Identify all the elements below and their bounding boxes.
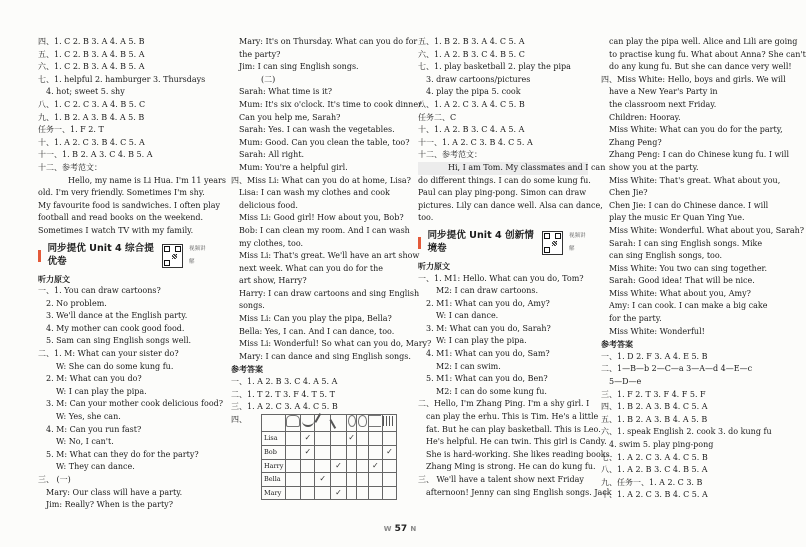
essay-line: football and read books on the weekend.: [38, 213, 204, 223]
check-icon: ✓: [304, 433, 312, 443]
table-row: [262, 459, 397, 473]
table-cell: [357, 486, 368, 500]
check-icon: ✓: [319, 474, 327, 484]
page-number: 57: [394, 524, 408, 534]
answer-line: 六、1. speak English 2. cook 3. do kung fu: [601, 427, 772, 437]
script-line: 5. M1: What can you do, Ben?: [426, 374, 548, 384]
script-line: W: I can play the pipa.: [56, 386, 147, 396]
script-line: 4. M1: What can you do, Sam?: [426, 349, 550, 359]
answer-line: 任务二、C: [418, 112, 457, 122]
answer-line: 五、1. B 2. B 3. A 4. C 5. A: [418, 37, 525, 46]
listening-block: [418, 273, 613, 500]
table-cell: [368, 459, 382, 473]
check-icon: ✓: [386, 447, 393, 456]
check-icon: ✓: [335, 460, 342, 470]
heading-bar-icon: [38, 250, 41, 262]
student-name: Bella: [262, 473, 286, 487]
script-line: Miss White: What about you, Amy?: [609, 288, 751, 298]
script-line: Sarah: All right.: [239, 150, 305, 160]
essay-line: Paul can play ping-pong. Simon can draw: [418, 188, 587, 198]
footer-right-ornament: N: [410, 525, 417, 533]
table-corner: [262, 414, 286, 432]
script-line: art show, Harry?: [239, 276, 307, 286]
table-cell: [315, 486, 331, 500]
answer-line: 五、1. C 2. B 3. A 4. B 5. A: [38, 49, 145, 59]
answer-line: 三、1. A 2. C 3. A 4. C 5. B: [231, 402, 338, 412]
script-line: W: No, I can't.: [56, 437, 114, 447]
table-cell: [382, 432, 396, 446]
table-cell: [301, 486, 315, 500]
answer-line: 六、1. C 2. B 3. A 4. B 5. A: [38, 62, 145, 72]
script-line: 三、 (一): [38, 475, 71, 484]
table-row: [262, 432, 397, 446]
table-cell: [331, 432, 347, 446]
script-line: Chen Jie?: [609, 188, 648, 198]
essay-block: [38, 175, 226, 238]
script-line: 四、Miss White: Hello, boys and girls. We will: [601, 74, 786, 84]
script-line: Lisa: I can wash my clothes and cook: [239, 188, 390, 198]
essay-line: Sometimes I watch TV with my family.: [38, 225, 194, 235]
script-line: W: They can dance.: [56, 462, 135, 472]
answer-line: 3. draw cartoons/pictures: [426, 74, 531, 84]
icon-clean: [315, 414, 331, 432]
answer-line: 4. swim 5. play ping-pong: [609, 440, 714, 449]
script-line: Sarah: I can sing English songs. Mike: [609, 238, 763, 248]
script-line: Mum: You're a helpful girl.: [239, 162, 348, 172]
essay-line: Hello, my name is Li Hua. I'm 11 years: [68, 175, 226, 185]
script-line: M2: I can do some kung fu.: [436, 386, 547, 396]
table-cell: [285, 446, 301, 460]
script-line: Miss White: You two can sing together.: [609, 263, 768, 273]
script-line: for the party.: [609, 314, 662, 324]
script-line: 二、Hello, I'm Zhang Ping. I'm a shy girl. I: [418, 399, 590, 409]
answer-line: 五、1. B 2. A 3. B 4. A 5. B: [601, 414, 708, 424]
table-row: [262, 486, 397, 500]
essay-line: Hi, I am Tom. My classmates and I can: [418, 162, 588, 175]
answer-line: 九、任务一、1. A 2. C 3. B: [601, 477, 703, 487]
script-line: 2. No problem.: [46, 298, 107, 308]
script-line: 3. We'll dance at the English party.: [46, 311, 188, 321]
script-line: next week. What can you do for the: [239, 263, 384, 273]
table-body: [262, 432, 397, 500]
script-line: Jim: I can sing English songs.: [239, 62, 359, 72]
script-line: Children: Hooray.: [609, 112, 681, 122]
answer-line: 八、1. A 2. B 3. C 4. B 5. A: [601, 465, 708, 475]
answer-line: 4. play the pipa 5. cook: [426, 87, 521, 97]
script-line: songs.: [239, 301, 265, 311]
student-name: Harry: [262, 459, 286, 473]
heading-bar-icon: [418, 237, 421, 249]
check-icon: ✓: [348, 433, 355, 443]
table-cell: [301, 473, 315, 487]
script-line: Miss White: Wonderful!: [609, 326, 705, 336]
table-row: [262, 446, 397, 460]
script-line: M2: I can draw cartoons.: [436, 286, 538, 296]
answer-line: 十一、1. B 2. A 3. C 4. B 5. A: [38, 150, 153, 160]
answer-line: 4. hot; sweet 5. shy: [46, 87, 125, 97]
table-cell: [285, 486, 301, 500]
answer-line: 六、1. A 2. B 3. C 4. B 5. C: [418, 49, 525, 59]
script-line: 4. M: Can you run fast?: [46, 424, 142, 434]
table-cell: [382, 446, 396, 460]
qr-code-icon[interactable]: [542, 231, 563, 255]
table-cell: [368, 486, 382, 500]
script-line: W: I can play the pipa.: [436, 336, 527, 346]
section-heading: [418, 228, 588, 258]
script-line: Zhang Ming is strong. He can do kung fu.: [426, 462, 596, 472]
check-icon: ✓: [304, 447, 312, 456]
answer-line: 三、1. F 2. T 3. F 4. F 5. F: [601, 389, 706, 399]
answers-title: 参考答案: [601, 339, 633, 350]
script-line: the party?: [239, 49, 281, 59]
essay-line: do different things. I can do some kung fu.: [418, 175, 591, 185]
script-line: Miss Li: That's great. We'll have an art show: [239, 251, 420, 261]
table-cell: [346, 486, 357, 500]
script-line: Mary: Our class will have a party.: [46, 487, 183, 497]
script-line: Miss White: Wonderful. What about you, Sarah?: [609, 225, 805, 235]
section-heading: [38, 241, 208, 271]
script-line: Miss Li: Good girl! How about you, Bob?: [239, 213, 404, 223]
script-line: Bob: I can clean my room. And I can wash: [239, 225, 410, 235]
script-line: Sarah: Yes. I can wash the vegetables.: [239, 125, 395, 135]
script-line: Miss White: That's great. What about you,: [609, 175, 781, 185]
student-name: Lisa: [262, 432, 286, 446]
script-block: [231, 36, 432, 363]
script-line: 3. M: Can your mother cook delicious food?: [46, 399, 224, 409]
table-cell: [301, 432, 315, 446]
table-cell: [382, 473, 396, 487]
answer-line: 十、1. A 2. B 3. C 4. A 5. A: [418, 125, 525, 135]
script-line: can play the erhu. This is Tim. He's a little: [426, 412, 599, 422]
essay-line: old. I'm very friendly. Sometimes I'm shy.: [38, 188, 205, 198]
icon-dance: [368, 414, 382, 432]
essay-line: pictures. Lily can dance well. Alsa can dance,: [418, 200, 603, 210]
essay-line: too.: [418, 213, 434, 223]
answer-line: 七、1. helpful 2. hamburger 3. Thursdays: [38, 74, 206, 84]
table-row: [262, 473, 397, 487]
script-line: delicious food.: [239, 200, 298, 210]
script-line: 一、1. You can draw cartoons?: [38, 286, 161, 296]
table-wrapper: [231, 414, 397, 501]
icon-sing: [346, 414, 357, 432]
answer-line: 四、1. C 2. B 3. A 4. A 5. B: [38, 37, 145, 46]
table-cell: [285, 432, 301, 446]
column-3: [418, 36, 613, 499]
script-line: Harry: I can draw cartoons and sing English: [239, 288, 420, 298]
script-line: 3. M: What can you do, Sarah?: [426, 323, 551, 333]
listening-block: [38, 285, 224, 512]
script-line: Sarah: Good idea! That will be nice.: [609, 276, 755, 286]
script-line: Bella: Yes, I can. And I can dance, too.: [239, 326, 395, 336]
answer-line: 十、1. A 2. C 3. B 4. C 5. A: [601, 490, 708, 500]
script-line: W: She can do some kung fu.: [56, 361, 174, 371]
icon-draw: [331, 414, 347, 432]
script-line: have a New Year's Party in: [609, 87, 718, 97]
column-1: [38, 36, 226, 512]
column-2: [231, 36, 432, 500]
icon-pipa: [357, 414, 368, 432]
script-line: do any kung fu. But she can dance very well!: [609, 62, 792, 72]
answers-block: [231, 376, 397, 414]
script-line: 四、Miss Li: What can you do at home, Lisa?: [231, 175, 411, 185]
table-cell: [315, 473, 331, 487]
script-line: Miss White: What can you do for the party,: [609, 125, 783, 135]
script-line: play the music Er Quan Ying Yue.: [609, 213, 745, 223]
script-line: Chen Jie: I can do Chinese dance. I will: [609, 200, 769, 210]
script-line: 二、1. M: What can your sister do?: [38, 349, 179, 359]
table-cell: [301, 459, 315, 473]
table-cell: [357, 459, 368, 473]
table-cell: [346, 459, 357, 473]
activity-table: [261, 414, 397, 501]
script-line: 三、 We'll have a talent show next Friday: [418, 475, 584, 484]
table-cell: [382, 486, 396, 500]
script-line: He's helpful. He can twin. This girl is Candy.: [426, 437, 607, 447]
qr-caption: 视频讲解: [568, 233, 586, 252]
answer-line: 二、1. T 2. T 3. F 4. T 5. T: [231, 389, 335, 399]
script-line: Amy: I can cook. I can make a big cake: [609, 301, 768, 311]
table-cell: [368, 473, 382, 487]
check-icon: ✓: [372, 460, 379, 470]
script-line: Mary: I can dance and sing English songs.: [239, 351, 411, 361]
answer-line: 二、1—B—b 2—C—a 3—A—d 4—E—c: [601, 364, 753, 374]
answer-line: 十二、参考范文：: [38, 162, 102, 172]
table-cell: [315, 446, 331, 460]
script-line: W: I can dance.: [436, 311, 499, 321]
table-label: 四、: [231, 414, 247, 424]
answer-line: 任务一、1. F 2. T: [38, 125, 104, 135]
script-line: Mum: Good. Can you clean the table, too?: [239, 137, 410, 147]
script-line: Mary: It's on Thursday. What can you do for: [239, 37, 418, 46]
script-line: to practise kung fu. What about Anna? She can't: [609, 49, 806, 59]
section-title: 同步提优 Unit 4 创新情境卷: [427, 230, 534, 254]
script-line: Can you help me, Sarah?: [239, 112, 341, 122]
script-line: Sarah: What time is it?: [239, 87, 333, 97]
script-line: W: Yes, she can.: [56, 412, 121, 422]
student-name: Bob: [262, 446, 286, 460]
script-line: afternoon! Jenny can sing English songs. Jack: [426, 487, 612, 497]
table-cell: [346, 446, 357, 460]
table-cell: [357, 446, 368, 460]
script-line: 5. M: What can they do for the party?: [46, 449, 199, 459]
table-cell: [331, 473, 347, 487]
answer-line: 七、1. play basketball 2. play the pipa: [418, 62, 571, 72]
answers-title: 参考答案: [231, 364, 263, 375]
answer-line: 八、1. C 2. C 3. A 4. B 5. C: [38, 99, 146, 109]
icon-cook: [301, 414, 315, 432]
script-line: can sing English songs, too.: [609, 251, 723, 261]
script-line: Zhang Peng?: [609, 137, 662, 147]
script-line: M2: I can swim.: [436, 361, 501, 371]
listening-title: 听力原文: [38, 273, 70, 284]
script-line: (二): [261, 74, 276, 84]
script-line: Zhang Peng: I can do Chinese kung fu. I will: [609, 150, 790, 160]
answer-line: 十一、1. A 2. C 3. B 4. C 5. A: [418, 137, 533, 147]
table-cell: [357, 432, 368, 446]
script-line: my clothes, too.: [239, 238, 304, 248]
answer-line: 九、1. B 2. A 3. B 4. A 5. B: [38, 112, 145, 122]
script-line: show you at the party.: [609, 162, 699, 172]
table-cell: [368, 446, 382, 460]
script-line: Mum: It's six o'clock. It's time to cook dinner.: [239, 99, 424, 109]
table-cell: [346, 473, 357, 487]
table-cell: [285, 473, 301, 487]
script-line: 5. Sam can sing English songs well.: [46, 336, 192, 346]
essay-line: My favourite food is sandwiches. I often play: [38, 200, 221, 210]
script-line: the classroom next Friday.: [609, 99, 717, 109]
table-cell: [285, 459, 301, 473]
script-line: She is hard-working. She likes reading books.: [426, 449, 613, 459]
script-line: Jim: Really? When is the party?: [46, 500, 173, 510]
essay-block: [418, 162, 606, 225]
answer-line: 一、1. D 2. F 3. A 4. E 5. B: [601, 351, 708, 361]
table-cell: [315, 459, 331, 473]
answer-line: 十、1. A 2. C 3. B 4. C 5. A: [38, 137, 145, 147]
answer-line: 一、1. A 2. B 3. C 4. A 5. A: [231, 377, 338, 387]
qr-caption: 视频讲解: [188, 245, 206, 265]
icon-kung-fu: [382, 414, 396, 432]
script-line: Miss Li: Can you play the pipa, Bella?: [239, 314, 392, 324]
page-footer: [0, 524, 800, 534]
listening-title: 听力原文: [418, 260, 450, 271]
answer-block: [38, 36, 208, 175]
script-line: 一、1. M1: Hello. What can you do, Tom?: [418, 273, 584, 283]
icon-wash-clothes: [285, 414, 301, 432]
answer-line: 十二、参考范文：: [418, 150, 482, 160]
student-name: Mary: [262, 486, 286, 500]
script-line: 2. M1: What can you do, Amy?: [426, 298, 550, 308]
script-line: can play the pipa well. Alice and Lili are going: [609, 37, 798, 46]
table-cell: [331, 459, 347, 473]
answer-block: [418, 36, 588, 162]
table-cell: [346, 432, 357, 446]
table-cell: [315, 432, 331, 446]
script-block: [601, 36, 806, 338]
section-title: 同步提优 Unit 4 综合提优卷: [47, 242, 154, 267]
column-4: [601, 36, 806, 502]
qr-code-icon[interactable]: [162, 244, 183, 268]
script-line: fat. But he can play basketball. This is Leo.: [426, 424, 601, 434]
check-icon: ✓: [335, 487, 342, 497]
answers-block: [601, 351, 771, 502]
answer-line: 5—D—e: [609, 377, 642, 387]
script-line: 4. My mother can cook good food.: [46, 323, 185, 333]
answer-line: 四、1. B 2. A 3. B 4. C 5. A: [601, 402, 708, 412]
table-cell: [382, 459, 396, 473]
table-cell: [357, 473, 368, 487]
table-cell: [331, 486, 347, 500]
table-cell: [331, 446, 347, 460]
table-cell: [368, 432, 382, 446]
table-cell: [301, 446, 315, 460]
answer-line: 八、1. A 2. C 3. A 4. C 5. B: [418, 99, 525, 109]
footer-left-ornament: W: [383, 525, 392, 533]
script-line: 2. M: What can you do?: [46, 374, 142, 384]
answer-line: 七、1. A 2. C 3. A 4. C 5. B: [601, 452, 708, 462]
script-line: Miss Li: Wonderful! So what can you do, Mary?: [239, 339, 432, 349]
